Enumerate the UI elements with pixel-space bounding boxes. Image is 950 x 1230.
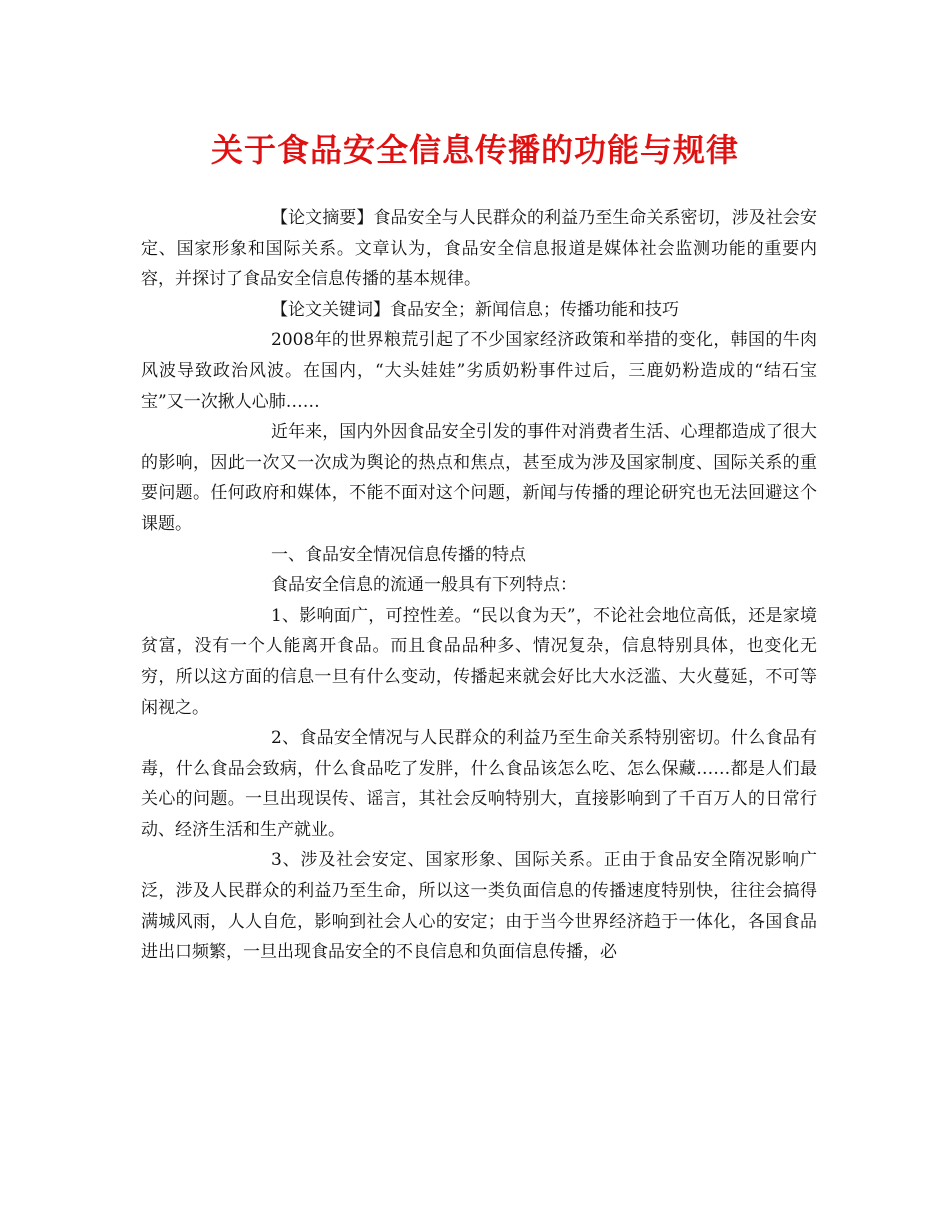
keywords-paragraph: 【论文关键词】食品安全；新闻信息；传播功能和技巧: [271, 299, 679, 320]
body-paragraph: 2、食品安全情况与人民群众的利益乃至生命关系特别密切。什么食品有毒，什么食品会致病，什么食品吃了发胖，什么食品该怎么吃、怎么保藏……都是人们最关心的问题。一旦出现误传、谣言，其社会反响特别大，直接影响到了千百万人的日常行动、经济生活和生产就业。: [141, 728, 817, 840]
body-paragraph: 近年来，国内外因食品安全引发的事件对消费者生活、心理都造成了很大的影响，因此一次又一次成为舆论的热点和焦点，甚至成为涉及国家制度、国际关系的重要问题。任何政府和媒体，不能不面对这个问题，新闻与传播的理论研究也无法回避这个课题。: [141, 422, 817, 534]
body-paragraph: 2008年的世界粮荒引起了不少国家经济政策和举措的变化，韩国的牛肉风波导致政治风波。在国内，“大头娃娃”劣质奶粉事件过后，三鹿奶粉造成的“结石宝宝”又一次揪人心肺……: [141, 330, 817, 412]
abstract-paragraph: 【论文摘要】食品安全与人民群众的利益乃至生命关系密切，涉及社会安定、国家形象和国际关系。文章认为，食品安全信息报道是媒体社会监测功能的重要内容，并探讨了食品安全信息传播的基本规律。: [141, 208, 817, 290]
section-heading: 一、食品安全情况信息传播的特点: [271, 544, 526, 565]
document-title: 关于食品安全信息传播的功能与规律: [210, 131, 739, 169]
body-paragraph: 食品安全信息的流通一般具有下列特点：: [271, 575, 577, 596]
body-paragraph: 3、涉及社会安定、国家形象、国际关系。正由于食品安全隋况影响广泛，涉及人民群众的利益乃至生命，所以这一类负面信息的传播速度特别快，往往会搞得满城风雨，人人自危，影响到社会人心的安定；由于当今世界经济趋于一体化，各国食品进出口频繁，一旦出现食品安全的不良信息和负面信息传播，必: [141, 850, 817, 963]
document-body: [141, 203, 817, 968]
body-paragraph: 1、影响面广，可控性差。“民以食为天”，不论社会地位高低，还是家境贫富，没有一个人能离开食品。而且食品品种多、情况复杂，信息特别具体，也变化无穷，所以这方面的信息一旦有什么变动，传播起来就会好比大水泛滥、大火蔓延，不可等闲视之。: [141, 605, 817, 718]
